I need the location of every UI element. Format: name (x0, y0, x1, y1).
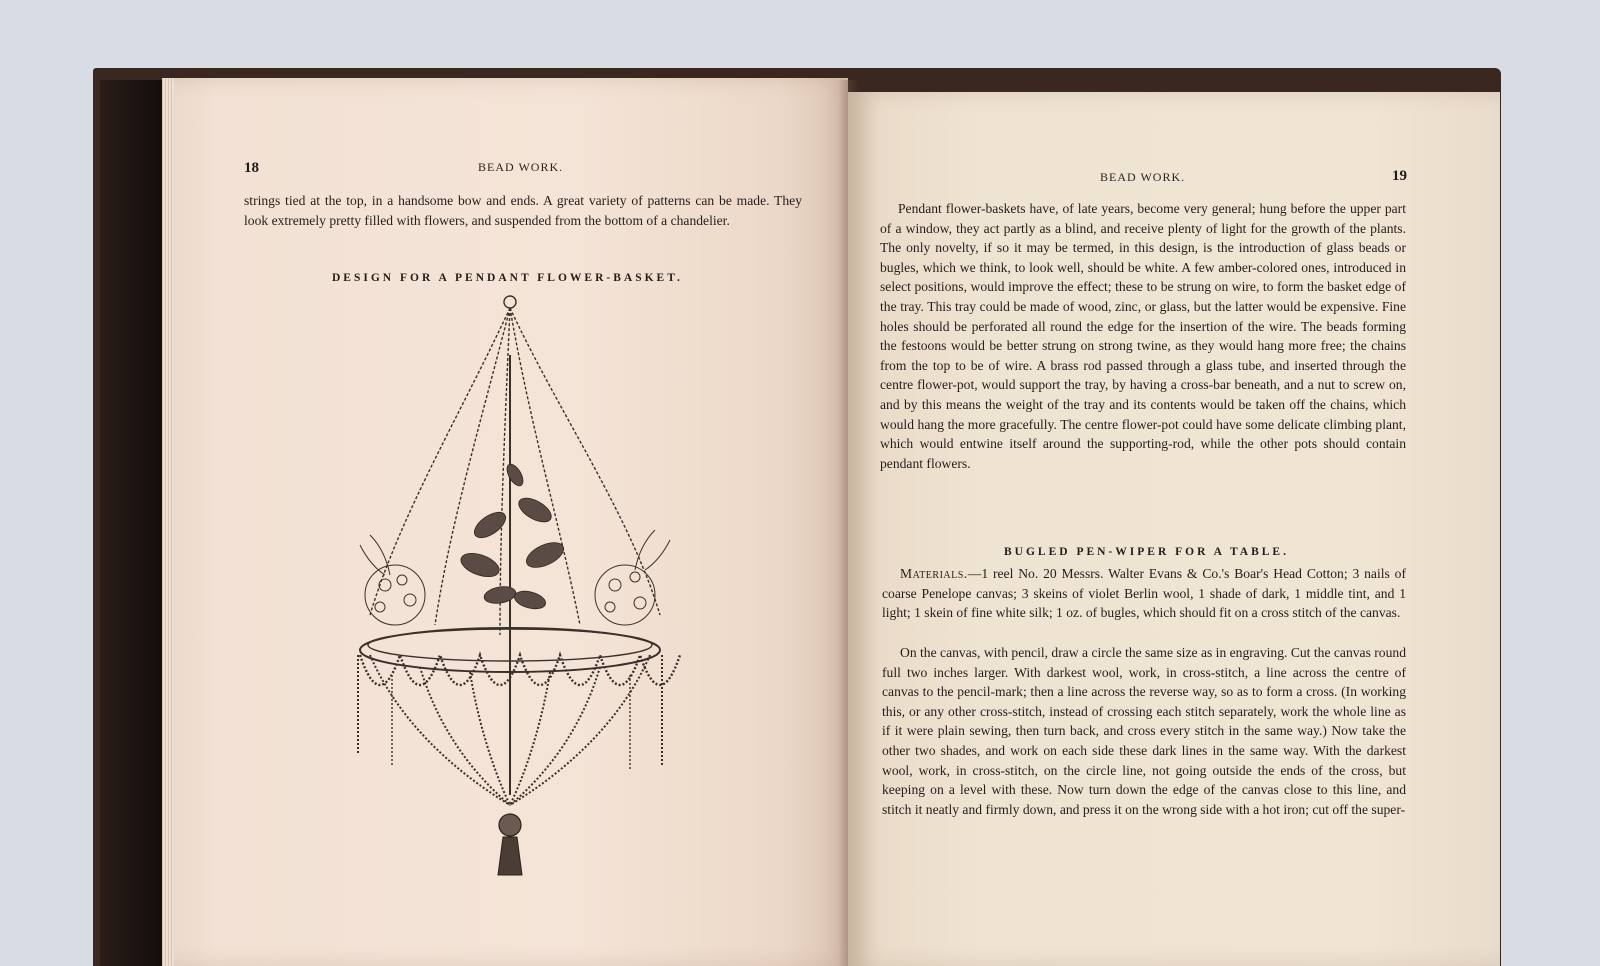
left-continuation-text: strings tied at the top, in a handsome bow and ends. A great variety of patterns can be made. They look extremely pretty filled with flowers, and suspended from the bottom of a chandelier. (244, 193, 802, 228)
right-page-number: 19 (1392, 168, 1407, 184)
materials-label: Materials. (900, 566, 968, 581)
illustration-title: DESIGN FOR A PENDANT FLOWER-BASKET. (332, 272, 683, 284)
right-paragraph-1: Pendant flower-baskets have, of late years, become very general; hung before the upper part of a window, they act partly as a blind, and receive plenty of light for the growth of the plants. The only novelty, if so it may be termed, in this design, is the introduction of glass beads or bugles, which we think, to look well, should be white. A few amber-colored ones, introduced in select positions, would improve the effect; these to be strung on wire, to form the basket edge of the tray. This tray could be made of wood, zinc, or glass, but the latter would be expensive. Fine holes should be perforated all round the edge for the insertion of the wire. The beads forming the festoons would be better strung on strong twine, as they would hang more free; the chains from the top to be of wire. A brass rod passed through a glass tube, and inserted through the centre flower-pot, would support the tray, by having a cross-bar beneath, and a nut to screw on, and by this means the weight of the tray and its contents would be taken off the chains, which would hang the more gracefully. The centre flower-pot could have some delicate climbing plant, which would entwine itself around the supporting-rod, while the other pots should contain pendant flowers. (880, 201, 1406, 471)
materials-paragraph (882, 564, 1406, 623)
section-heading: BUGLED PEN-WIPER FOR A TABLE. (1004, 546, 1289, 558)
left-page-number: 18 (244, 160, 259, 176)
right-running-head: BEAD WORK. (1100, 170, 1186, 184)
right-paragraph-3: On the canvas, with pencil, draw a circle the same size as in engraving. Cut the canvas round full two inches larger. With darkest wool, work, in cross-stitch, a line across the centre of canvas to the pencil-mark; then a line across the reverse way, so as to form a cross. (In working this, or any other cross-stitch, instead of crossing each stitch separately, work the whole line as if it were plain sewing, then turn back, and cross every stitch in the same way.) Now take the other two shades, and work on each side these dark lines in the same way. With the darkest wool, work, in cross-stitch, on the circle line, not going outside the ends of the cross, but keeping on a level with these. Now turn down the edge of the canvas close to this line, and stitch it neatly and firmly down, and press it on the wrong side with a hot iron; cut off the super- (882, 645, 1406, 817)
book-spine-edge (100, 80, 162, 966)
left-page-stack-edges (162, 78, 174, 966)
left-running-head: BEAD WORK. (478, 160, 564, 174)
flower-basket-engraving (340, 295, 700, 895)
materials-text: —1 reel No. 20 Messrs. Walter Evans & Co.'s Boar's Head Cotton; 3 nails of coarse Penelope canvas; 3 skeins of violet Berlin wool, 1 shade of dark, 1 middle tint, and 1 light; 1 skein of fine white silk; 1 oz. of bugles, which should fit on a cross stitch of the canvas. (882, 566, 1406, 621)
